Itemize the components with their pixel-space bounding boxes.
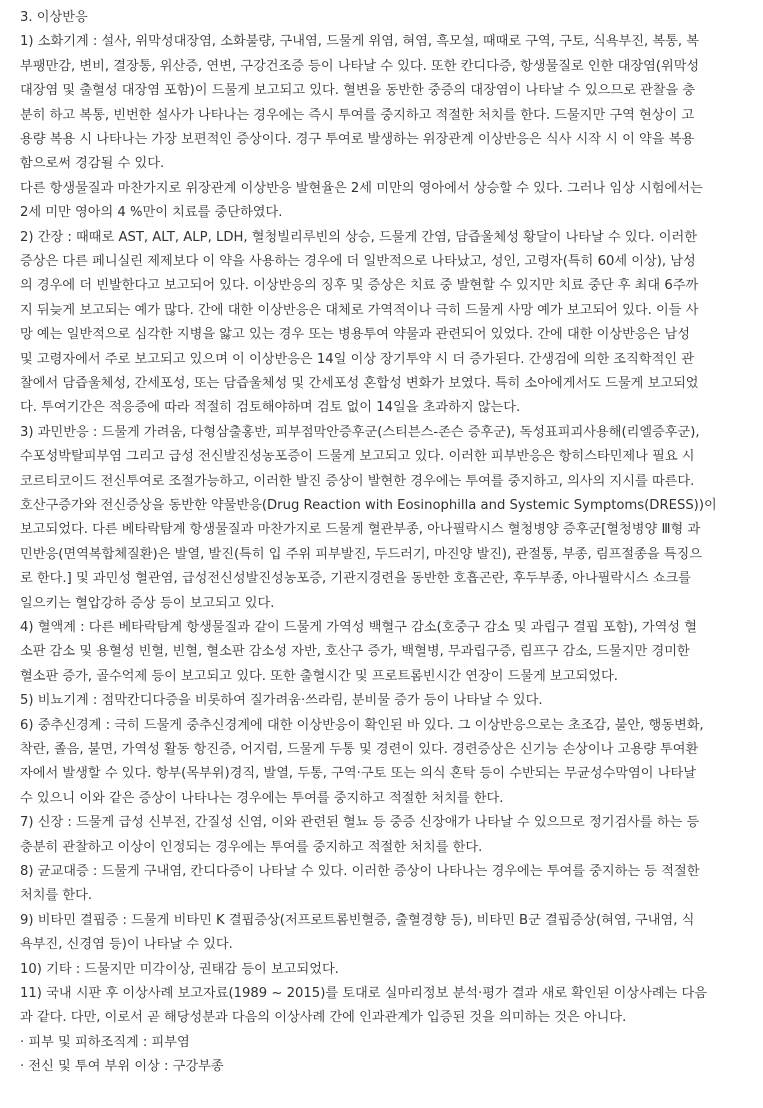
text-line: · 피부 및 피하조직계 : 피부염 (20, 1034, 190, 1050)
text-line: 수포성박탈피부염 그리고 급성 전신발진성농포증이 드물게 보고되고 있다. 이러한 피부반응은 항히스타민제나 필요 시 (20, 449, 695, 465)
text-line: 1) 소화기계 : 설사, 위막성대장염, 소화불량, 구내염, 드물게 위염, 혀염, 흑모설, 때때로 구역, 구토, 식욕부진, 복통, 복 (20, 34, 699, 50)
text-line: 보고되었다. 다른 베타락탐계 항생물질과 마찬가지로 드물게 혈관부종, 아나필락시스 혈청병양 증후군[혈청병양 Ⅲ형 과 (20, 522, 701, 538)
text-line: 용량 복용 시 나타나는 가장 보편적인 증상이다. 경구 투여로 발생하는 위장관계 이상반응은 식사 시작 시 이 약을 복용 (20, 132, 695, 147)
text-line: 11) 국내 시판 후 이상사례 보고자료(1989 ~ 2015)를 토대로 실마리정보 분석·평가 결과 새로 확인된 이상사례는 다음 (20, 986, 708, 1001)
text-line: 찰에서 담즙울체성, 간세포성, 또는 담즙울체성 및 간세포성 혼합성 변화가 보였다. 특히 소아에게서도 드물게 보고되었 (20, 376, 699, 391)
text-line: 다. 투여기간은 적응증에 따라 적절히 검토해야하며 검토 없이 14일을 초과하지 않는다. (20, 400, 521, 416)
text-line: 민반응(면역복합체질환)은 발열, 발진(특히 입 주위 피부발진, 두드러기, 마진양 발진), 관절통, 부종, 림프절종을 특징으 (20, 546, 703, 562)
text-line: 자에서 발생할 수 있다. 항부(목부위)경직, 발열, 두통, 구역·구토 또는 의식 혼탁 등이 수반되는 무균성수막염이 나타날 (20, 766, 696, 782)
text-line: 4) 혈액계 : 다른 베타락탐계 항생물질과 같이 드물게 가역성 백혈구 감소(호중구 감소 및 과립구 결핍 포함), 가역성 혈 (20, 620, 697, 635)
section-heading: 3. 이상반응 (20, 10, 88, 25)
text-line: 다른 항생물질과 마찬가지로 위장관계 이상반응 발현율은 2세 미만의 영아에서 상승할 수 있다. 그러나 임상 시험에서는 (20, 180, 703, 196)
text-line: 9) 비타민 결핍증 : 드물게 비타민 K 결핍증상(저프로트롬빈혈증, 출혈경향 등), 비타민 B군 결핍증상(혀염, 구내염, 식 (20, 912, 695, 928)
text-line: 증상은 다른 페니실린 제제보다 이 약을 사용하는 경우에 더 일반적으로 나타났고, 성인, 고령자(특히 60세 이상), 남성 (20, 254, 696, 269)
text-line: 호산구증가와 전신증상을 동반한 약물반응(Drug Reaction with Eosinophilla and Systemic Symptoms(DRESS))이 (20, 498, 717, 513)
text-line: 로 한다.] 및 과민성 혈관염, 급성전신성발진성농포증, 기관지경련을 동반한 호흡곤란, 후두부종, 아나필락시스 쇼크를 (20, 571, 691, 587)
text-line: 수 있으니 이와 같은 증상이 나타나는 경우에는 투여를 중지하고 적절한 처치를 한다. (20, 790, 504, 806)
text-line: · 전신 및 투여 부위 이상 : 구강부종 (20, 1059, 224, 1075)
text-line: 망 예는 일반적으로 심각한 지병을 앓고 있는 경우 또는 병용투여 약물과 관련되어 있었다. 간에 대한 이상반응은 남성 (20, 327, 690, 343)
text-line: 혈소판 증가, 골수억제 등이 보고되고 있다. 또한 출혈시간 및 프로트롬빈시간 연장이 드물게 보고되었다. (20, 668, 618, 684)
text-line: 부팽만감, 변비, 결장통, 위산증, 연변, 구강건조증 등이 나타날 수 있다. 또한 칸디다증, 항생물질로 인한 대장염(위막성 (20, 58, 700, 74)
text-line: 함으로써 경감될 수 있다. (20, 156, 165, 172)
text-line: 의 경우에 더 빈발한다고 보고되어 있다. 이상반응의 징후 및 증상은 치료 중 발현할 수 있지만 치료 중단 후 최대 6주까 (20, 278, 699, 294)
text-line: 충분히 관찰하고 이상이 인정되는 경우에는 투여를 중지하고 적절한 처치를 한다. (20, 839, 483, 855)
text-line: 8) 균교대증 : 드물게 구내염, 칸디다증이 나타날 수 있다. 이러한 증상이 나타나는 경우에는 투여를 중지하는 등 적절한 (20, 864, 700, 879)
text-line: 일으키는 혈압강하 증상 등이 보고되고 있다. (20, 595, 275, 611)
text-line: 욕부진, 신경염 등)이 나타날 수 있다. (20, 937, 233, 953)
text-line: 처치를 한다. (20, 888, 93, 904)
text-line: 6) 중추신경계 : 극히 드물게 중추신경계에 대한 이상반응이 확인된 바 있다. 그 이상반응으로는 초조감, 불안, 행동변화, (20, 717, 704, 733)
text-line: 대장염 및 출혈성 대장염 포함)이 드물게 보고되고 있다. 혈변을 동반한 중증의 대장염이 나타날 수 있으므로 관찰을 충 (20, 83, 696, 99)
text-line: 지 뒤늦게 보고되는 예가 많다. 간에 대한 이상반응은 대체로 가역적이나 극히 드물게 사망 예가 보고되어 있다. 이들 사 (20, 302, 699, 318)
text-line: 소판 감소 및 용혈성 빈혈, 빈혈, 혈소판 감소성 자반, 호산구 증가, 백혈병, 무과립구증, 림프구 감소, 드물지만 경미한 (20, 644, 690, 660)
text-line: 5) 비뇨기계 : 점막칸디다증을 비롯하여 질가려움·쓰라림, 분비물 증가 등이 나타날 수 있다. (20, 693, 543, 709)
text-line: 2세 미만 영아의 4 %만이 치료를 중단하였다. (20, 205, 283, 221)
text-line: 코르티코이드 전신투여로 조절가능하고, 이러한 발진 증상이 발현한 경우에는 투여를 중지하고, 의사의 지시를 따른다. (20, 473, 695, 489)
text-line: 및 고령자에서 주로 보고되고 있으며 이 이상반응은 14일 이상 장기투약 시 더 증가된다. 간생검에 의한 조직학적인 관 (20, 351, 695, 367)
text-line: 착란, 졸음, 불면, 가역성 활동 항진증, 어지럼, 드물게 두통 및 경련이 있다. 경련증상은 신기능 손상이나 고용량 투여환 (20, 742, 699, 757)
text-line: 분히 하고 복통, 빈번한 설사가 나타나는 경우에는 즉시 투여를 중지하고 적절한 처치를 한다. 드물지만 구역 현상이 고 (20, 107, 695, 123)
text-line: 2) 간장 : 때때로 AST, ALT, ALP, LDH, 혈청빌리루빈의 상승, 드물게 간염, 담즙울체성 황달이 나타날 수 있다. 이러한 (20, 229, 697, 245)
text-line: 10) 기타 : 드물지만 미각이상, 권태감 등이 보고되었다. (20, 961, 339, 977)
text-line: 과 같다. 다만, 이로서 곧 해당성분과 다음의 이상사례 간에 인과관계가 입증된 것을 의미하는 것은 아니다. (20, 1010, 627, 1026)
text-line: 3) 과민반응 : 드물게 가려움, 다형삼출홍반, 피부점막안증후군(스티븐스-존슨 증후군), 독성표피괴사용해(리엘증후군), (20, 424, 700, 440)
text-line: 7) 신장 : 드물게 급성 신부전, 간질성 신염, 이와 관련된 혈뇨 등 중증 신장애가 나타날 수 있으므로 정기검사를 하는 등 (20, 815, 700, 831)
